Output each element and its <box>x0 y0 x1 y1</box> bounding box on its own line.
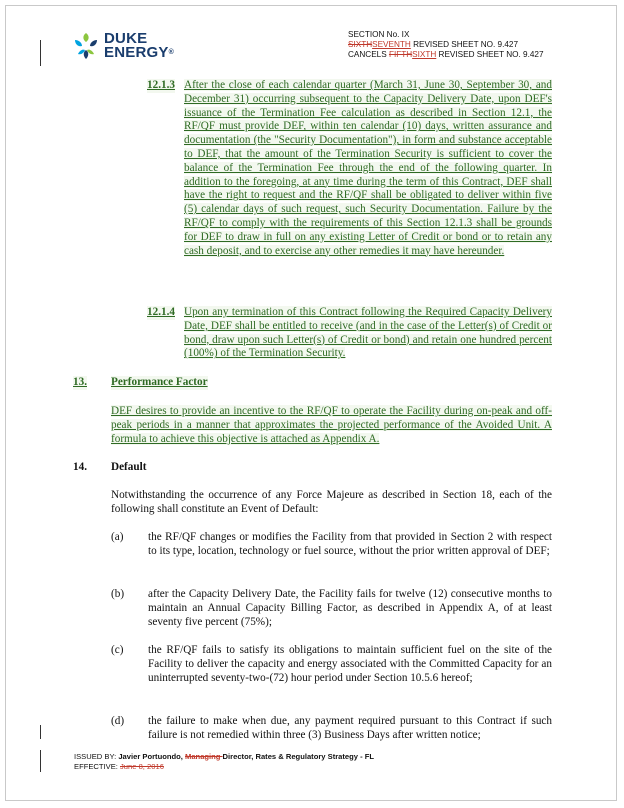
sheet-rest-text: REVISED SHEET NO. 9.427 <box>410 40 519 49</box>
effective-line <box>74 762 164 772</box>
issued-title: Director, Rates & Regulatory Strategy - FL <box>222 752 375 761</box>
logo-wordmark <box>104 32 174 60</box>
effective-label: EFFECTIVE: <box>74 762 120 771</box>
section-13-text <box>111 405 552 446</box>
section-12-1-4-text <box>184 306 552 361</box>
section-13-body: DEF desires to provide an incentive to the RF/QF to operate the Facility during on-peak and off-peak periods in a manner that approximates the projected performance of the Avoided Unit. A formula to achieve this objective is attached as Appendix A. <box>111 405 552 445</box>
default-item-text: the RF/QF changes or modifies the Facility from that provided in Section 2 with respect to its type, location, technology or fuel source, without the prior written approval of DEF; <box>148 531 552 557</box>
issued-name: Javier Portuondo, <box>118 752 185 761</box>
issued-by-line <box>74 752 374 762</box>
default-item-label: (a) <box>111 531 124 543</box>
section-12-1-3-text <box>184 79 552 258</box>
revision-change-bar <box>40 725 41 739</box>
sheet-header <box>348 30 544 60</box>
default-item-text: the failure to make when due, any payment required pursuant to this Contract if such failure is not remedied within three (3) Business Days after written notice; <box>148 715 552 741</box>
revised-sheet-line <box>348 40 544 50</box>
section-12-1-4-number: 12.1.4 <box>147 306 175 318</box>
section-12-1-4-body: Upon any termination of this Contract following the Required Capacity Delivery Date, DEF shall be entitled to receive (and in the case of the Letter(s) of Credit or bond, draw upon such Letter(s) of Credit or bond) and retain one hundred percent (100%) of the Termination Security. <box>184 306 552 360</box>
sheet-inserted-text: SEVENTH <box>372 40 411 49</box>
default-item-label: (d) <box>111 715 125 727</box>
issued-label: ISSUED BY: <box>74 752 119 761</box>
section-13-number: 13. <box>73 376 87 388</box>
section-14-title: Default <box>111 461 147 473</box>
cancels-rest-text: REVISED SHEET NO. 9.427 <box>436 50 544 59</box>
duke-energy-logo <box>70 26 174 66</box>
section-14-intro: Notwithstanding the occurrence of any Force Majeure as described in Section 18, each of the following shall constitute an Event of Default: <box>111 489 552 515</box>
section-12-1-3-number: 12.1.3 <box>147 79 175 91</box>
logo-registered-mark: ® <box>168 49 174 56</box>
duke-energy-flame-icon <box>70 30 102 62</box>
effective-struck-date: June 8, 2016 <box>120 762 164 771</box>
default-item-label: (b) <box>111 588 125 600</box>
issued-struck-text: Managing <box>185 752 223 761</box>
revision-change-bar <box>40 40 41 66</box>
cancels-inserted-text: SIXTH <box>412 50 437 59</box>
sheet-struck-text: SIXTH <box>348 40 373 49</box>
logo-line2: ENERGY <box>104 44 169 61</box>
default-item-text: after the Capacity Delivery Date, the Facility fails for twelve (12) consecutive months to maintain an Annual Capacity Billing Factor, as described in Appendix A, of at least seventy five percent (75%); <box>148 588 552 628</box>
default-item-label: (c) <box>111 644 124 656</box>
section-13-title: Performance Factor <box>111 376 208 388</box>
cancels-struck-text: FIFTH <box>388 50 413 59</box>
cancels-prefix: CANCELS <box>348 50 389 59</box>
revision-change-bar <box>40 750 41 772</box>
logo-line1: DUKE <box>104 30 148 47</box>
default-item-text: the RF/QF fails to satisfy its obligations to maintain sufficient fuel on the site of the Facility to deliver the capacity and energy associated with the Committed Capacity for an uninterrupted seventy-two-(72) hour period under Section 10.5.6 hereof; <box>148 644 552 684</box>
section-14-number: 14. <box>73 461 87 473</box>
cancels-sheet-line <box>348 50 544 60</box>
section-12-1-3-body: After the close of each calendar quarter (March 31, June 30, September 30, and December 31) occurring subsequent to the Capacity Delivery Date, upon DEF's issuance of the Termination Fee calculation as described in Section 12.1, the RF/QF must provide DEF, within ten calendar (10) days, written assurance and documentation (the "Security Documentation"), in form and substance acceptable to DEF, that the amount of the Termination Security is sufficient to cover the balance of the Termination Fee through the end of the following quarter. In addition to the foregoing, at any time during the term of this Contract, DEF shall have the right to request and the RF/QF shall be obligated to deliver within five (5) calendar days of such request, such Security Documentation. Failure by the RF/QF to comply with the requirements of this Section 12.1.3 shall be grounds for DEF to draw in full on any existing Letter of Credit or bond or to retain any cash deposit, and to exercise any other remedies it may have hereunder. <box>184 79 552 257</box>
section-number: SECTION No. IX <box>348 30 410 39</box>
